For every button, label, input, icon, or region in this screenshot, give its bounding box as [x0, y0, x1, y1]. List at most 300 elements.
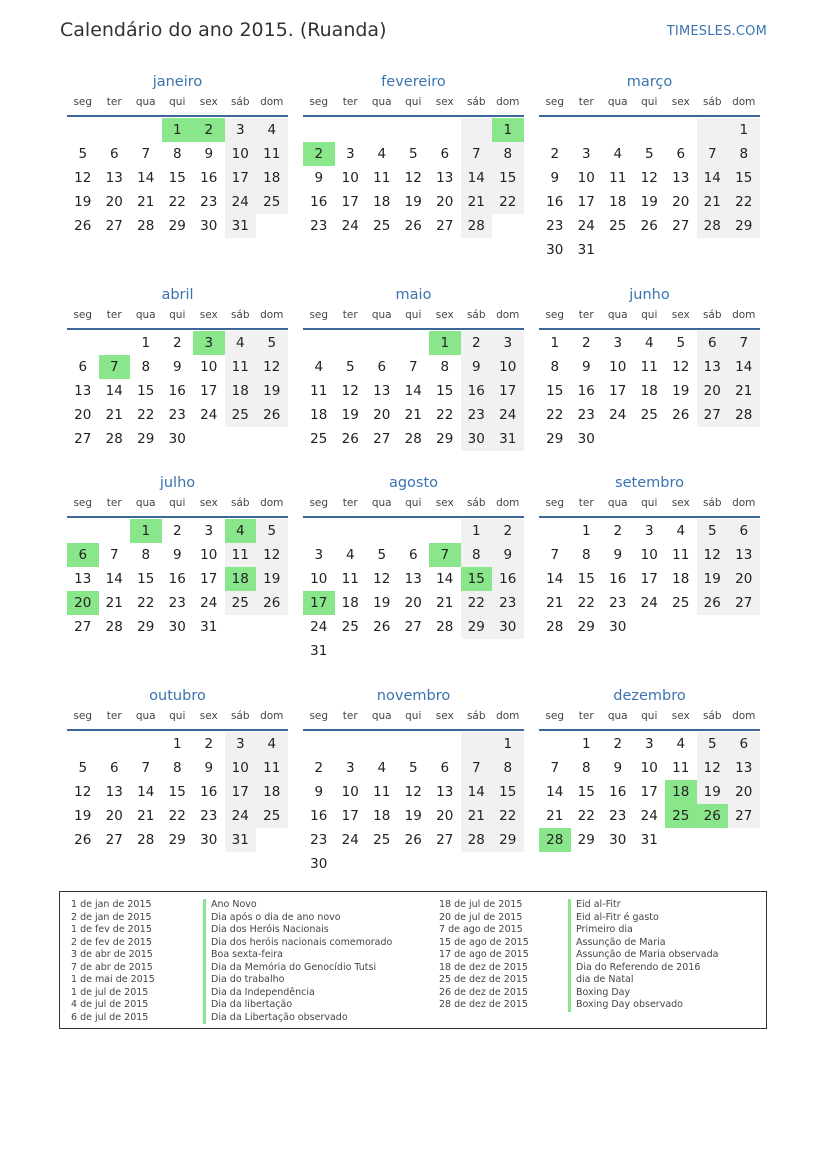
- day-cell: 17: [577, 194, 595, 210]
- day-cell: 26: [672, 407, 690, 423]
- day-cell: 21: [105, 595, 123, 611]
- day-cell: 1: [141, 335, 151, 351]
- empty-cell: [303, 732, 335, 756]
- brand-logo[interactable]: TIMESLES.COM: [666, 24, 767, 39]
- day-cell: 21: [728, 379, 760, 403]
- month-name: junho: [629, 287, 670, 303]
- weekday-label: sáb: [702, 497, 722, 509]
- day-cell: 14: [105, 383, 123, 399]
- day-cell: 30: [310, 856, 328, 872]
- day-cell: 18: [225, 379, 257, 403]
- day-cell: 5: [644, 146, 654, 162]
- weekday-label: dom: [496, 96, 520, 108]
- day-cell: 3: [644, 736, 654, 752]
- weekday-label: ter: [106, 96, 122, 108]
- day-cell: 19: [74, 194, 92, 210]
- day-cell: 16: [609, 784, 627, 800]
- day-cell: 13: [672, 170, 690, 186]
- day-cell: 12: [74, 170, 92, 186]
- day-cell: 21: [546, 808, 564, 824]
- day-cell: 30: [609, 832, 627, 848]
- day-cell: 29: [137, 619, 155, 635]
- day-cell: 29: [728, 214, 760, 238]
- day-cell: 11: [256, 756, 288, 780]
- day-cell: 27: [105, 832, 123, 848]
- day-cell: 24: [341, 218, 359, 234]
- day-cell: 24: [609, 407, 627, 423]
- day-cell: 15: [577, 571, 595, 587]
- day-cell: 24: [341, 832, 359, 848]
- holiday-day: 2: [193, 118, 225, 142]
- weekday-label: qui: [641, 309, 658, 321]
- month-name: novembro: [376, 688, 451, 704]
- legend-holiday-name: Dia do Referendo de 2016: [568, 962, 718, 975]
- weekday-label: qua: [607, 710, 628, 722]
- day-cell: 15: [492, 780, 524, 804]
- day-cell: 19: [697, 780, 729, 804]
- day-cell: 24: [225, 190, 257, 214]
- day-cell: 14: [105, 571, 123, 587]
- day-cell: 3: [613, 335, 623, 351]
- day-cell: 22: [577, 808, 595, 824]
- empty-cell: [99, 519, 131, 543]
- day-cell: 26: [341, 431, 359, 447]
- day-cell: 7: [109, 547, 119, 563]
- day-cell: 4: [377, 760, 387, 776]
- legend-holiday-name: Assunção de Maria observada: [568, 949, 718, 962]
- day-cell: 13: [728, 543, 760, 567]
- weekday-label: seg: [545, 497, 565, 509]
- day-cell: 29: [168, 218, 186, 234]
- day-cell: 9: [550, 170, 560, 186]
- day-cell: 28: [105, 619, 123, 635]
- day-cell: 23: [577, 407, 595, 423]
- legend-date: 28 de dez de 2015: [439, 999, 528, 1010]
- weekday-label: qua: [135, 710, 156, 722]
- weekday-label: ter: [106, 497, 122, 509]
- empty-cell: [539, 519, 571, 543]
- day-cell: 26: [640, 218, 658, 234]
- weekday-label: dom: [732, 497, 756, 509]
- page-title: Calendário do ano 2015. (Ruanda): [60, 19, 387, 41]
- day-cell: 8: [461, 543, 493, 567]
- day-cell: 9: [314, 784, 324, 800]
- day-cell: 8: [728, 142, 760, 166]
- day-cell: 23: [492, 591, 524, 615]
- day-cell: 11: [256, 142, 288, 166]
- weekday-label: ter: [106, 710, 122, 722]
- weekday-label: dom: [260, 710, 284, 722]
- day-cell: 10: [200, 547, 218, 563]
- empty-cell: [398, 118, 430, 142]
- empty-cell: [429, 118, 461, 142]
- day-cell: 19: [256, 567, 288, 591]
- day-cell: 12: [256, 543, 288, 567]
- month-fevereiro: [303, 72, 524, 238]
- day-cell: 9: [172, 359, 182, 375]
- legend-date: 1 de jul de 2015: [71, 986, 149, 998]
- weekday-label: seg: [545, 96, 565, 108]
- legend-date: 7 de abr de 2015: [71, 961, 153, 973]
- day-cell: 10: [341, 784, 359, 800]
- holiday-day: 18: [665, 780, 697, 804]
- empty-cell: [539, 118, 571, 142]
- day-cell: 30: [200, 832, 218, 848]
- weekday-label: seg: [309, 309, 329, 321]
- day-cell: 16: [310, 194, 328, 210]
- month-dezembro: [539, 686, 760, 852]
- holiday-day: 1: [130, 519, 162, 543]
- day-cell: 11: [672, 547, 690, 563]
- weekday-header: [539, 495, 760, 518]
- weekday-label: qua: [135, 309, 156, 321]
- day-cell: 8: [141, 547, 151, 563]
- day-cell: 19: [672, 383, 690, 399]
- day-cell: 18: [609, 194, 627, 210]
- day-cell: 11: [225, 543, 257, 567]
- weekday-header: [67, 94, 288, 117]
- day-cell: 23: [200, 194, 218, 210]
- empty-cell: [67, 331, 99, 355]
- day-grid: [303, 731, 524, 876]
- day-cell: 25: [373, 832, 391, 848]
- day-cell: 12: [74, 784, 92, 800]
- day-cell: 14: [461, 166, 493, 190]
- empty-cell: [67, 118, 99, 142]
- legend-date: 2 de jan de 2015: [71, 911, 152, 923]
- day-cell: 2: [492, 519, 524, 543]
- day-cell: 9: [613, 760, 623, 776]
- day-cell: 7: [461, 756, 493, 780]
- day-cell: 27: [728, 591, 760, 615]
- day-cell: 28: [697, 214, 729, 238]
- day-cell: 30: [168, 619, 186, 635]
- day-cell: 14: [728, 355, 760, 379]
- day-cell: 6: [676, 146, 686, 162]
- day-cell: 19: [341, 407, 359, 423]
- legend-holiday-name: Dia após o dia de ano novo: [203, 912, 392, 925]
- day-cell: 10: [225, 142, 257, 166]
- day-cell: 2: [314, 760, 324, 776]
- weekday-label: sáb: [702, 96, 722, 108]
- day-cell: 19: [404, 808, 422, 824]
- day-cell: 12: [404, 784, 422, 800]
- day-cell: 17: [200, 571, 218, 587]
- weekday-header: [303, 94, 524, 117]
- day-cell: 3: [225, 118, 257, 142]
- day-cell: 3: [345, 146, 355, 162]
- weekday-label: qui: [169, 497, 186, 509]
- legend-date: 25 de dez de 2015: [439, 974, 528, 985]
- day-cell: 17: [200, 383, 218, 399]
- day-cell: 15: [546, 383, 564, 399]
- day-cell: 17: [609, 383, 627, 399]
- day-cell: 7: [461, 142, 493, 166]
- empty-cell: [697, 118, 729, 142]
- empty-cell: [335, 519, 367, 543]
- month-setembro: [539, 473, 760, 639]
- day-cell: 10: [640, 760, 658, 776]
- day-grid: [539, 518, 760, 639]
- empty-cell: [366, 732, 398, 756]
- holiday-day: 1: [492, 118, 524, 142]
- day-cell: 31: [310, 643, 328, 659]
- empty-cell: [366, 519, 398, 543]
- day-cell: 10: [640, 547, 658, 563]
- empty-cell: [99, 118, 131, 142]
- day-cell: 7: [141, 146, 151, 162]
- day-cell: 8: [141, 359, 151, 375]
- day-cell: 13: [74, 383, 92, 399]
- day-cell: 5: [697, 519, 729, 543]
- day-cell: 9: [314, 170, 324, 186]
- day-cell: 7: [408, 359, 418, 375]
- day-cell: 3: [204, 523, 214, 539]
- day-cell: 1: [581, 523, 591, 539]
- day-cell: 30: [492, 615, 524, 639]
- day-cell: 27: [74, 431, 92, 447]
- day-cell: 25: [609, 218, 627, 234]
- legend-date: 18 de jul de 2015: [439, 899, 523, 910]
- day-cell: 29: [546, 431, 564, 447]
- weekday-header: [539, 94, 760, 117]
- legend-holiday-name: Dia da libertação: [203, 999, 392, 1012]
- day-cell: 20: [728, 567, 760, 591]
- day-cell: 9: [581, 359, 591, 375]
- legend-date: 4 de jul de 2015: [71, 999, 149, 1010]
- day-cell: 22: [492, 190, 524, 214]
- day-cell: 20: [105, 808, 123, 824]
- day-cell: 31: [492, 427, 524, 451]
- day-grid: [539, 330, 760, 451]
- day-cell: 14: [137, 784, 155, 800]
- legend-date: 6 de jul de 2015: [71, 1011, 149, 1023]
- holiday-day: 18: [225, 567, 257, 591]
- day-cell: 20: [436, 194, 454, 210]
- month-agosto: [303, 473, 524, 663]
- weekday-header: [303, 495, 524, 518]
- day-cell: 5: [697, 732, 729, 756]
- day-cell: 17: [341, 808, 359, 824]
- legend-holiday-name: Boa sexta-feira: [203, 949, 392, 962]
- weekday-label: dom: [260, 309, 284, 321]
- day-cell: 23: [609, 808, 627, 824]
- holiday-day: 1: [162, 118, 194, 142]
- day-cell: 16: [168, 571, 186, 587]
- day-cell: 22: [137, 595, 155, 611]
- weekday-header: [67, 708, 288, 731]
- day-cell: 21: [404, 407, 422, 423]
- day-cell: 5: [345, 359, 355, 375]
- day-cell: 5: [377, 547, 387, 563]
- day-cell: 9: [204, 146, 214, 162]
- holiday-day: 26: [697, 804, 729, 828]
- day-cell: 7: [728, 331, 760, 355]
- weekday-header: [539, 307, 760, 330]
- day-cell: 18: [373, 194, 391, 210]
- day-cell: 21: [546, 595, 564, 611]
- day-cell: 3: [581, 146, 591, 162]
- weekday-header: [303, 307, 524, 330]
- day-cell: 5: [256, 519, 288, 543]
- weekday-label: qua: [135, 497, 156, 509]
- day-cell: 2: [204, 736, 214, 752]
- day-cell: 4: [377, 146, 387, 162]
- day-grid: [303, 117, 524, 238]
- legend-dates-left: [71, 899, 155, 1024]
- day-cell: 1: [492, 732, 524, 756]
- day-cell: 31: [200, 619, 218, 635]
- day-cell: 6: [109, 760, 119, 776]
- day-cell: 12: [672, 359, 690, 375]
- day-cell: 25: [640, 407, 658, 423]
- day-cell: 17: [640, 571, 658, 587]
- weekday-label: seg: [73, 710, 93, 722]
- month-outubro: [67, 686, 288, 852]
- day-cell: 27: [404, 619, 422, 635]
- day-cell: 15: [168, 170, 186, 186]
- day-cell: 8: [581, 547, 591, 563]
- day-cell: 24: [200, 595, 218, 611]
- day-cell: 11: [310, 383, 328, 399]
- day-cell: 17: [640, 784, 658, 800]
- holiday-day: 1: [429, 331, 461, 355]
- day-cell: 5: [78, 146, 88, 162]
- month-name: março: [626, 74, 673, 90]
- day-grid: [303, 518, 524, 663]
- legend-date: 2 de fev de 2015: [71, 936, 152, 948]
- empty-cell: [366, 118, 398, 142]
- weekday-label: sáb: [230, 96, 250, 108]
- legend-holiday-name: dia de Natal: [568, 974, 718, 987]
- day-cell: 29: [577, 619, 595, 635]
- weekday-label: seg: [309, 96, 329, 108]
- day-cell: 4: [256, 732, 288, 756]
- holiday-day: 6: [67, 543, 99, 567]
- day-cell: 12: [697, 543, 729, 567]
- day-cell: 10: [225, 756, 257, 780]
- day-cell: 2: [581, 335, 591, 351]
- day-cell: 29: [436, 431, 454, 447]
- month-junho: [539, 285, 760, 451]
- day-cell: 24: [640, 808, 658, 824]
- day-cell: 7: [550, 547, 560, 563]
- day-grid: [539, 731, 760, 852]
- day-cell: 15: [137, 571, 155, 587]
- month-março: [539, 72, 760, 262]
- day-cell: 30: [461, 427, 493, 451]
- month-name: fevereiro: [381, 74, 446, 90]
- day-cell: 28: [461, 214, 493, 238]
- day-cell: 4: [676, 523, 686, 539]
- day-cell: 6: [408, 547, 418, 563]
- day-cell: 6: [78, 359, 88, 375]
- day-cell: 23: [609, 595, 627, 611]
- day-cell: 25: [341, 619, 359, 635]
- month-maio: [303, 285, 524, 451]
- day-cell: 4: [676, 736, 686, 752]
- weekday-label: qui: [169, 710, 186, 722]
- day-cell: 27: [728, 804, 760, 828]
- day-cell: 5: [256, 331, 288, 355]
- day-cell: 14: [461, 780, 493, 804]
- legend-holiday-name: Assunção de Maria: [568, 937, 718, 950]
- empty-cell: [366, 331, 398, 355]
- day-cell: 20: [436, 808, 454, 824]
- day-cell: 12: [341, 383, 359, 399]
- day-cell: 14: [546, 571, 564, 587]
- day-cell: 3: [644, 523, 654, 539]
- day-cell: 3: [345, 760, 355, 776]
- day-cell: 13: [105, 784, 123, 800]
- weekday-label: seg: [73, 497, 93, 509]
- empty-cell: [539, 732, 571, 756]
- weekday-label: sex: [671, 96, 690, 108]
- empty-cell: [429, 732, 461, 756]
- weekday-label: ter: [342, 309, 358, 321]
- day-cell: 13: [105, 170, 123, 186]
- day-cell: 26: [404, 832, 422, 848]
- empty-cell: [335, 118, 367, 142]
- holiday-day: 7: [429, 543, 461, 567]
- day-cell: 18: [310, 407, 328, 423]
- day-cell: 7: [697, 142, 729, 166]
- day-cell: 7: [141, 760, 151, 776]
- day-cell: 21: [461, 804, 493, 828]
- day-cell: 23: [310, 832, 328, 848]
- day-cell: 16: [577, 383, 595, 399]
- weekday-label: seg: [545, 309, 565, 321]
- day-cell: 9: [461, 355, 493, 379]
- day-cell: 25: [310, 431, 328, 447]
- weekday-label: dom: [496, 309, 520, 321]
- empty-cell: [130, 732, 162, 756]
- day-cell: 14: [137, 170, 155, 186]
- day-cell: 25: [225, 591, 257, 615]
- day-cell: 8: [492, 756, 524, 780]
- day-cell: 8: [172, 146, 182, 162]
- day-cell: 24: [577, 218, 595, 234]
- day-cell: 26: [256, 403, 288, 427]
- weekday-label: ter: [578, 497, 594, 509]
- day-cell: 25: [373, 218, 391, 234]
- weekday-label: qua: [607, 96, 628, 108]
- day-grid: [539, 117, 760, 262]
- legend-names-left: [203, 899, 392, 1024]
- day-cell: 16: [546, 194, 564, 210]
- day-cell: 6: [377, 359, 387, 375]
- empty-cell: [335, 732, 367, 756]
- day-cell: 21: [697, 190, 729, 214]
- day-cell: 20: [672, 194, 690, 210]
- empty-cell: [398, 331, 430, 355]
- day-cell: 11: [373, 170, 391, 186]
- day-cell: 16: [492, 567, 524, 591]
- weekday-label: seg: [309, 497, 329, 509]
- day-cell: 11: [609, 170, 627, 186]
- day-cell: 15: [728, 166, 760, 190]
- holiday-day: 15: [461, 567, 493, 591]
- day-cell: 13: [697, 355, 729, 379]
- weekday-label: dom: [496, 710, 520, 722]
- day-cell: 12: [256, 355, 288, 379]
- day-cell: 2: [172, 523, 182, 539]
- day-cell: 2: [550, 146, 560, 162]
- weekday-label: qui: [641, 96, 658, 108]
- day-cell: 23: [168, 595, 186, 611]
- day-cell: 8: [172, 760, 182, 776]
- day-cell: 26: [74, 218, 92, 234]
